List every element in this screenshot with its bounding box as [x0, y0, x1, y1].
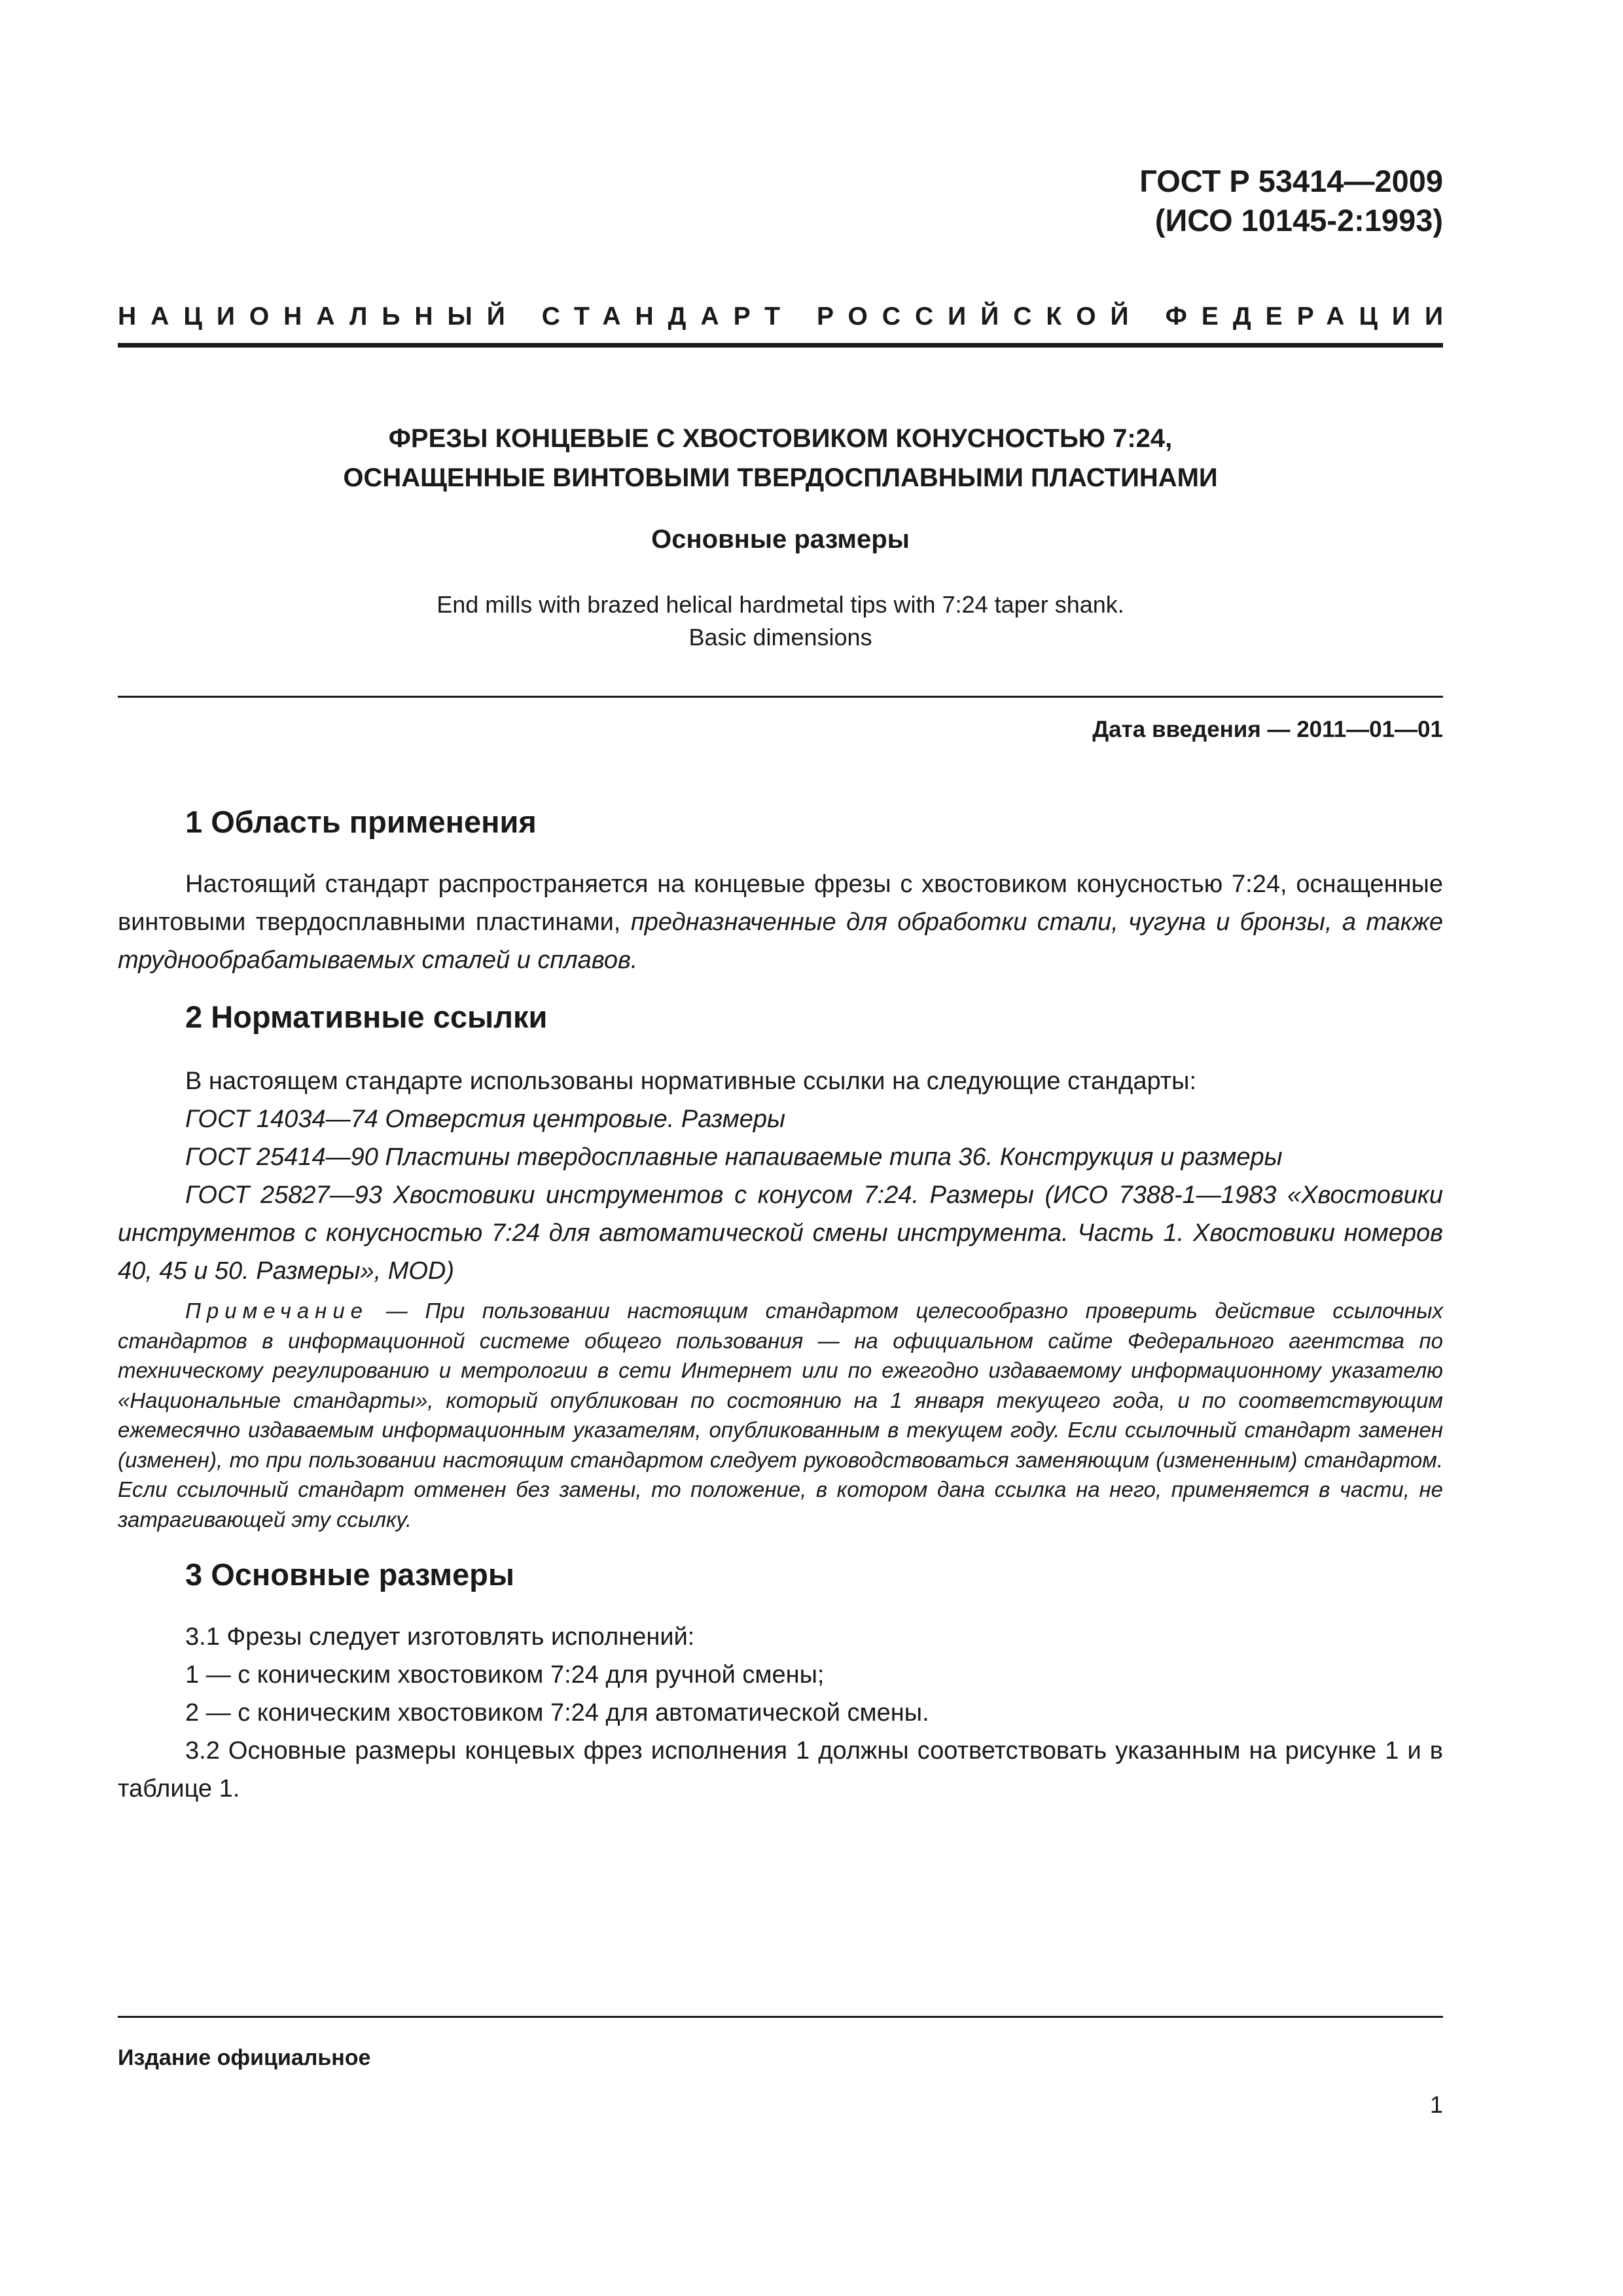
section-heading: 2 Нормативные ссылки — [185, 999, 548, 1034]
note-text: — При пользовании настоящим стандартом целесообразно проверить действие ссылочных стандартов в информационной системе общего пользования — на официальном сайте Федерального агентства по техническому регулированию и метрологии в сети Интернет или по ежегодно издаваемому информационному указателю «Национальные стандарты», который опубликован по состоянию на 1 января текущего года, и по соответствующим ежемесячно издаваемым информационным указателям, опубликованным в текущем году. Если ссылочный стандарт заменен (изменен), то при пользовании настоящим стандартом следует руководствоваться заменяющим (измененным) стандартом. Если ссылочный стандарт отменен без замены, то положение, в котором дана ссылка на него, применяется в части, не затрагивающей эту ссылку. — [118, 1299, 1443, 1532]
section1-text-italic: предназначенные для обработки стали, чугуна и бронзы, а также труднообрабатываемых сталей и сплавов. — [118, 908, 1443, 974]
banner-word: НАЦИОНАЛЬНЫЙ — [118, 302, 520, 331]
banner-word: СТАНДАРТ — [541, 302, 794, 331]
header-divider — [118, 343, 1443, 348]
banner-word: РОССИЙСКОЙ — [817, 302, 1143, 331]
footer-divider — [118, 2016, 1443, 2018]
english-title-line: Basic dimensions — [688, 624, 872, 651]
section1-paragraph — [118, 865, 1443, 979]
clause-3-2: 3.2 Основные размеры концевых фрез исполнения 1 должны соответствовать указанным на рисунке 1 и в таблице 1. — [118, 1737, 1443, 1803]
section-heading: 3 Основные размеры — [185, 1557, 514, 1592]
english-title-line: End mills with brazed helical hardmetal tips with 7:24 taper shank. — [437, 591, 1124, 618]
references-intro: В настоящем стандарте использованы нормативные ссылки на следующие стандарты: — [185, 1067, 1197, 1095]
list-item: 1 — с коническим хвостовиком 7:24 для ручной смены; — [185, 1661, 825, 1689]
list-item: 2 — с коническим хвостовиком 7:24 для автоматической смены. — [185, 1699, 929, 1727]
introduction-date: Дата введения — 2011—01—01 — [1092, 717, 1443, 742]
title-divider — [118, 696, 1443, 698]
section-heading: 1 Область применения — [185, 804, 537, 839]
banner-word: ФЕДЕРАЦИИ — [1165, 302, 1457, 331]
reference-item: ГОСТ 25827—93 Хвостовики инструментов с конусом 7:24. Размеры (ИСО 7388-1—1983 «Хвостовики инструментов с конусностью 7:24 для автоматической смены инструмента. Часть 1. Хвостовики номеров 40, 45 и 50. Размеры», MOD) — [118, 1181, 1443, 1285]
standard-designation — [1139, 162, 1443, 240]
document-subtitle: Основные размеры — [651, 525, 910, 554]
title-line: ФРЕЗЫ КОНЦЕВЫЕ С ХВОСТОВИКОМ КОНУСНОСТЬЮ 7:24, — [388, 424, 1173, 453]
document-title — [118, 419, 1443, 497]
clause-3-1: 3.1 Фрезы следует изготовлять исполнений: — [185, 1623, 695, 1651]
note-label: Примечание — [185, 1299, 369, 1323]
official-edition-label: Издание официальное — [118, 2045, 371, 2070]
gost-number: ГОСТ Р 53414—2009 — [1139, 164, 1443, 198]
national-standard-banner — [118, 302, 1457, 331]
page-number: 1 — [1429, 2091, 1443, 2118]
title-line: ОСНАЩЕННЫЕ ВИНТОВЫМИ ТВЕРДОСПЛАВНЫМИ ПЛАСТИНАМИ — [343, 463, 1218, 492]
reference-item: ГОСТ 25414—90 Пластины твердосплавные напаиваемые типа 36. Конструкция и размеры — [185, 1143, 1283, 1171]
english-title — [118, 588, 1443, 654]
iso-number: (ИСО 10145-2:1993) — [1154, 203, 1443, 238]
reference-item: ГОСТ 14034—74 Отверстия центровые. Размеры — [185, 1105, 786, 1133]
section1-text: Настоящий стандарт распространяется на концевые фрезы с хвостовиком конусностью 7:24, оснащенные винтовыми твердосплавными пластинами, — [118, 870, 1443, 936]
note — [118, 1296, 1443, 1534]
